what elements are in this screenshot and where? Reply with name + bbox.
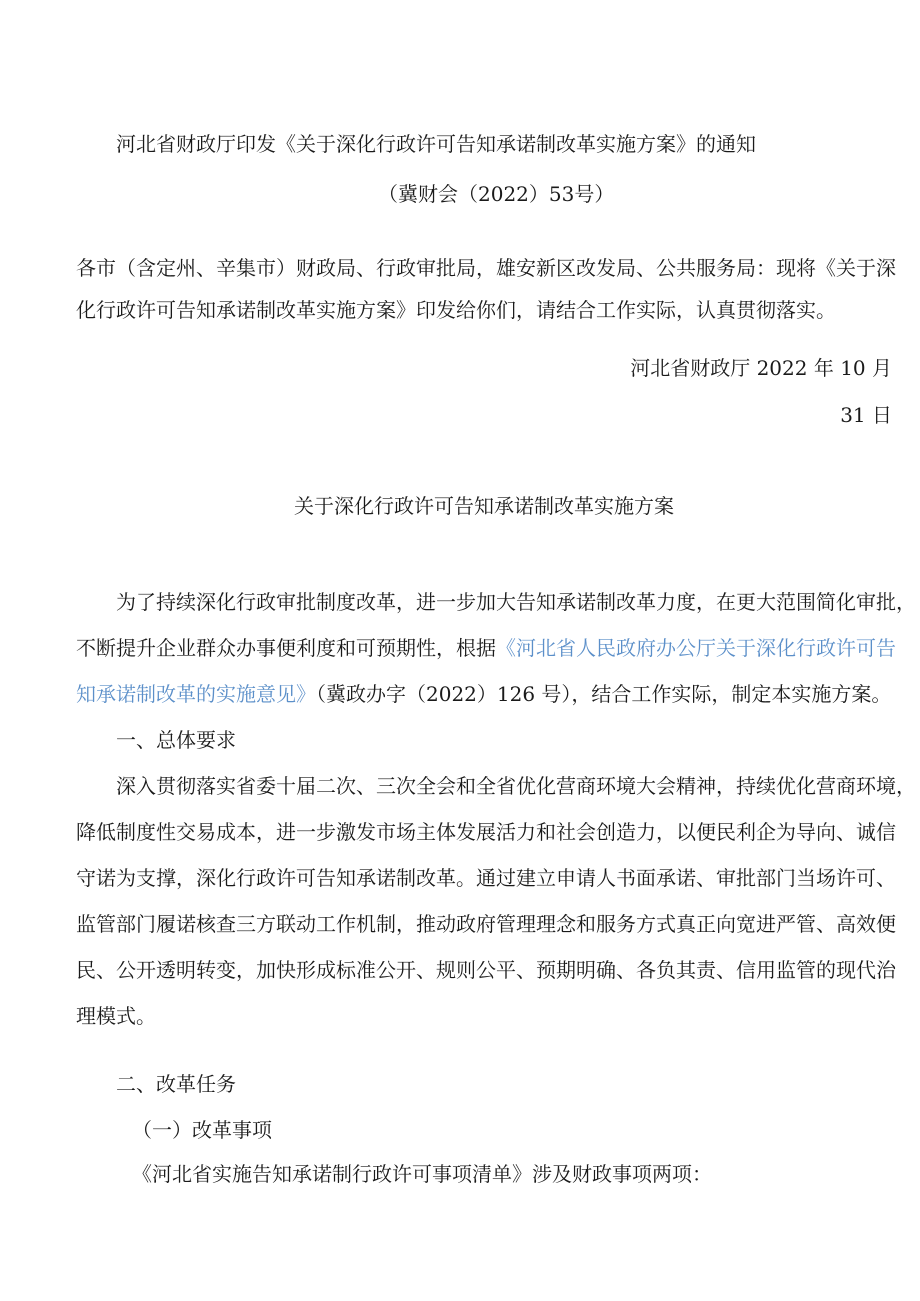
notice-body-line-1: 各市（含定州、辛集市）财政局、行政审批局，雄安新区改发局、公共服务局：现将《关于深 xyxy=(76,256,896,280)
notice-title: 河北省财政厅印发《关于深化行政许可告知承诺制改革实施方案》的通知 xyxy=(116,132,756,156)
intro-text-prefix: 不断提升企业群众办事便利度和可预期性，根据 xyxy=(76,636,496,660)
subsection-1-heading: （一）改革事项 xyxy=(132,1118,272,1142)
section-1-line: 民、公开透明转变，加快形成标准公开、规则公平、预期明确、各负其责、信用监管的现代治 xyxy=(76,958,896,982)
intro-line-2 xyxy=(76,636,896,660)
section-1-line: 监管部门履诺核查三方联动工作机制，推动政府管理理念和服务方式真正向宽进严管、高效便 xyxy=(76,912,896,936)
plan-title: 关于深化行政许可告知承诺制改革实施方案 xyxy=(294,494,674,518)
section-1-line: 深入贯彻落实省委十届二次、三次全会和全省优化营商环境大会精神，持续优化营商环境， xyxy=(116,774,916,798)
section-1-line: 降低制度性交易成本，进一步激发市场主体发展活力和社会创造力，以便民利企为导向、诚信 xyxy=(76,820,896,844)
signature-day: 31 日 xyxy=(840,403,892,427)
section-1-heading: 一、总体要求 xyxy=(116,728,236,752)
intro-line-3 xyxy=(76,682,891,706)
doc-number: （冀财会（2022）53号） xyxy=(378,182,615,206)
intro-text-suffix: （冀政办字（2022）126 号），结合工作实际，制定本实施方案。 xyxy=(316,682,892,706)
section-1-line: 守诺为支撑，深化行政许可告知承诺制改革。通过建立申请人书面承诺、审批部门当场许可、 xyxy=(76,866,896,890)
signature-issuer-date: 河北省财政厅 2022 年 10 月 xyxy=(630,356,892,380)
section-1-line: 理模式。 xyxy=(76,1004,156,1028)
policy-document-link-part-1[interactable]: 《河北省人民政府办公厅关于深化行政许可告 xyxy=(496,636,896,660)
section-2-heading: 二、改革任务 xyxy=(116,1072,236,1096)
subsection-1-text: 《河北省实施告知承诺制行政许可事项清单》涉及财政事项两项： xyxy=(132,1162,712,1186)
intro-line-1: 为了持续深化行政审批制度改革，进一步加大告知承诺制改革力度，在更大范围简化审批， xyxy=(116,590,916,614)
policy-document-link-part-2[interactable]: 知承诺制改革的实施意见》 xyxy=(76,682,316,706)
notice-body-line-2: 化行政许可告知承诺制改革实施方案》印发给你们，请结合工作实际，认真贯彻落实。 xyxy=(76,298,836,322)
